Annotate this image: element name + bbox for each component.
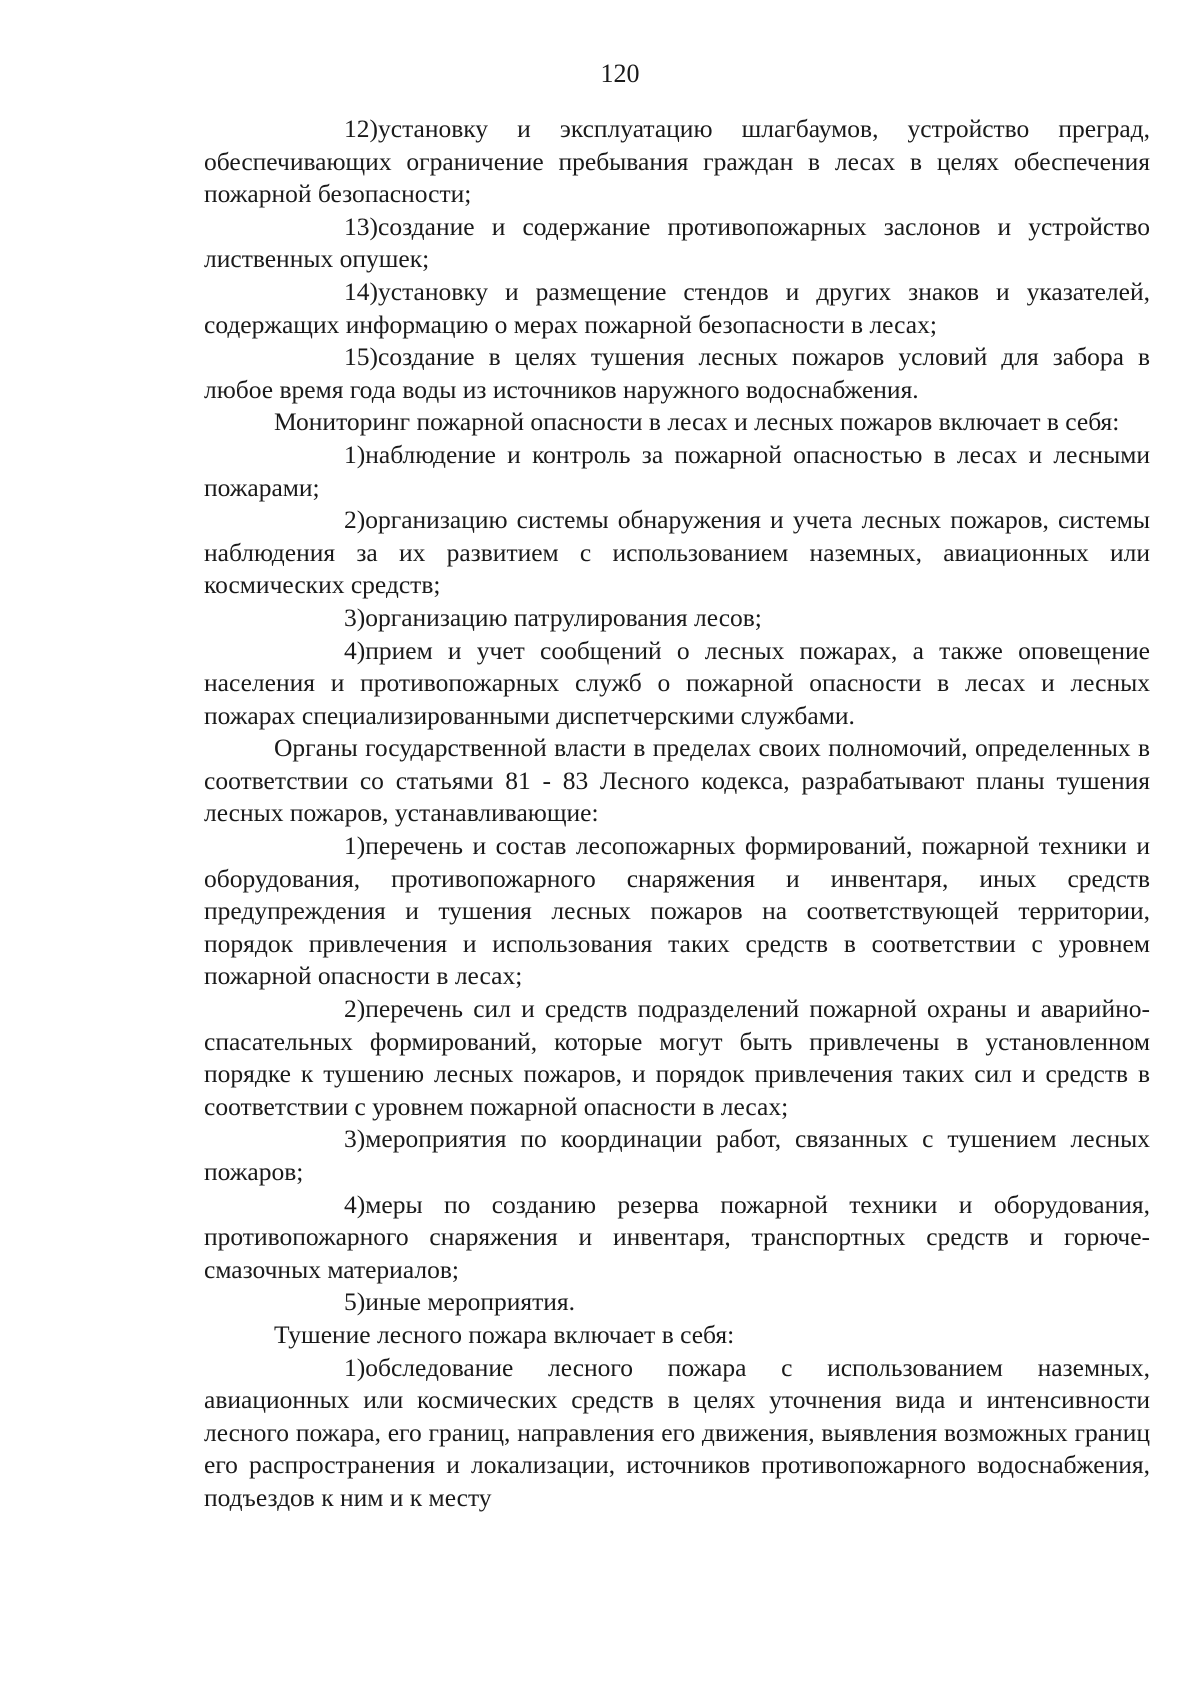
item-number: 4) <box>344 635 366 665</box>
list-item <box>204 1286 1150 1319</box>
item-number: 12) <box>344 114 378 143</box>
paragraph: Мониторинг пожарной опасности в лесах и лесных пожаров включает в себя: <box>274 407 1120 437</box>
paragraph: Тушение лесного пожара включает в себя: <box>274 1319 735 1349</box>
paragraph: Органы государственной власти в пределах своих полномочий, определенных в соответствии со статьями 81 - 83 Лесного кодекса, разрабатывают планы тушения лесных пожаров, устанавливающие: <box>204 733 1150 828</box>
item-text: наблюдение и контроль за пожарной опасностью в лесах и лесными пожарами; <box>204 439 1150 502</box>
item-text: перечень сил и средств подразделений пожарной охраны и аварийно-спасательных формирований, которые могут быть привлечены в установленном порядке к тушению лесных пожаров, и порядок привлечения таких сил и средств в соответствии с уровнем пожарной опасности в лесах; <box>204 994 1150 1121</box>
item-number: 15) <box>344 342 378 372</box>
list-item <box>204 341 1150 406</box>
item-number: 3) <box>344 602 366 632</box>
item-number: 2) <box>344 505 366 535</box>
item-number: 4) <box>344 1189 366 1219</box>
item-text: мероприятия по координации работ, связанных с тушением лесных пожаров; <box>204 1124 1150 1186</box>
item-number: 1) <box>344 1352 366 1382</box>
item-number: 1) <box>344 831 366 861</box>
item-number: 14) <box>344 276 378 306</box>
list-item <box>204 1123 1150 1188</box>
list-item <box>204 830 1150 993</box>
list-item <box>204 439 1150 504</box>
item-text: прием и учет сообщений о лесных пожарах, а также оповещение населения и противопожарных служб о пожарной опасности в лесах и лесных пожарах специализированными диспетчерскими службами. <box>204 635 1150 730</box>
item-text: установку и размещение стендов и других знаков и указателей, содержащих информацию о мерах пожарной безопасности в лесах; <box>204 276 1150 339</box>
list-item <box>204 113 1150 211</box>
list-item <box>204 504 1150 602</box>
list-item <box>204 635 1150 733</box>
list-item <box>204 1189 1150 1287</box>
item-number: 3) <box>344 1124 366 1154</box>
list-item <box>204 1352 1150 1515</box>
item-number: 1) <box>344 439 366 469</box>
item-text: создание в целях тушения лесных пожаров условий для забора в любое время года воды из источников наружного водоснабжения. <box>204 342 1150 404</box>
item-text: обследование лесного пожара с использованием наземных, авиационных или космических средств в целях уточнения вида и интенсивности лесного пожара, его границ, направления его движения, выявления возможных границ его распространения и локализации, источников противопожарного водоснабжения, подъездов к ним и к месту <box>204 1352 1150 1512</box>
item-number: 5) <box>344 1287 366 1317</box>
item-number: 13) <box>344 211 378 241</box>
list-item <box>204 211 1150 276</box>
item-text: создание и содержание противопожарных заслонов и устройство лиственных опушек; <box>204 211 1150 274</box>
item-text: меры по созданию резерва пожарной техники и оборудования, противопожарного снаряжения и инвентаря, транспортных средств и горюче-смазочных материалов; <box>204 1189 1150 1284</box>
list-item <box>204 602 1150 635</box>
item-text: перечень и состав лесопожарных формирований, пожарной техники и оборудования, противопожарного снаряжения и инвентаря, иных средств предупреждения и тушения лесных пожаров на соответствующей территории, порядок привлечения и использования таких средств в соответствии с уровнем пожарной опасности в лесах; <box>204 831 1150 991</box>
item-number: 2) <box>344 994 366 1024</box>
page-number: 120 <box>600 59 640 88</box>
item-text: установку и эксплуатацию шлагбаумов, устройство преград, обеспечивающих ограничение пребывания граждан в лесах в целях обеспечения пожарной безопасности; <box>204 114 1150 209</box>
item-text: организацию системы обнаружения и учета лесных пожаров, системы наблюдения за их развитием с использованием наземных, авиационных или космических средств; <box>204 505 1150 600</box>
list-item <box>204 276 1150 341</box>
list-item <box>204 993 1150 1123</box>
item-text: организацию патрулирования лесов; <box>365 602 762 632</box>
document-body <box>204 113 1150 1515</box>
item-text: иные мероприятия. <box>365 1287 575 1317</box>
